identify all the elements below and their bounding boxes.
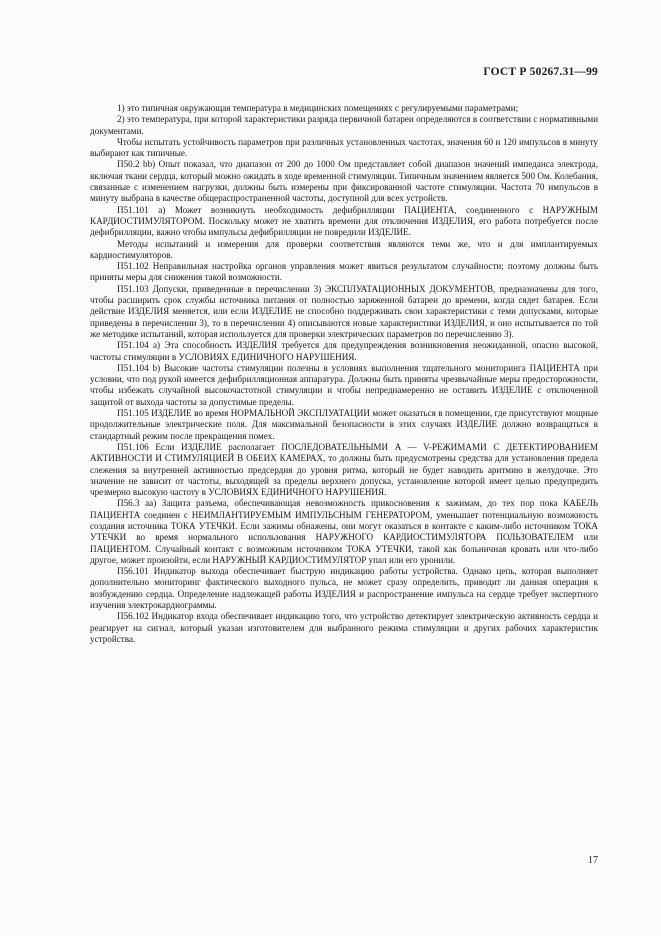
paragraph: 1) это типичная окружающая температура в медицинских помещениях с регулируемыми параметрами; bbox=[117, 103, 519, 113]
paragraph: П51.106 Если ИЗДЕЛИЕ располагает ПОСЛЕДОВАТЕЛЬНЫМИ A — V-РЕЖИМАМИ С ДЕТЕКТИРОВАНИЕМ АКТИВНОСТИ И СТИМУЛЯЦИЕЙ В ОБЕИХ КАМЕРАХ, то должны быть предусмотрены средства для установления предела слежения за внутренней активностью предсердия до уровня ритма, который не будет наводить аритмию в желудочке. Это значение не зависит от частоты, выходящей за пределы верхнего допуска, установление которой имеет целью предупредить чрезмерно высокую частоту в УСЛОВИЯХ ЕДИНИЧНОГО НАРУШЕНИЯ. bbox=[90, 441, 598, 498]
paragraph: П51.104 b) Высокие частоты стимуляции полезны в условиях выполнения тщательного мониторинга ПАЦИЕНТА при условии, что под рукой имеется дефибрилляционная аппаратура. Должны быть приняты чрезвычайные меры предосторожности, чтобы избежать случайной высокочастотной стимуляции и чтобы непреднамеренно не оставить ИЗДЕЛИЕ с отключенной защитой от выхода частоты за допустимые пределы. bbox=[90, 362, 598, 407]
page-number: 17 bbox=[588, 855, 598, 866]
paragraph: П50.2 bb) Опыт показал, что диапазон от 200 до 1000 Ом представляет собой диапазон значений импеданса электрода, включая ткани сердца, который можно ожидать в ходе временной стимуляции. Типичным значением является 500 Ом. Колебания, связанные с изменением нагрузки, должны быть измерены при фиксированной частоте стимуляции. Частота 70 импульсов в минуту выбрана в качестве общераспространенной частоты, доступной для всех устройств. bbox=[90, 159, 598, 204]
paragraph: 2) это температура, при которой характеристики разряда первичной батареи определяются в соответствии с нормативными документами. bbox=[90, 114, 598, 136]
paragraph: Методы испытаний и измерения для проверки соответствия являются теми же, что и для имплантируемых кардиостимуляторов. bbox=[90, 238, 598, 260]
document-number: ГОСТ Р 50267.31—99 bbox=[483, 66, 598, 78]
paragraph: П56.101 Индикатор выхода обеспечивает быструю индикацию работы устройства. Однако цепь, которая выполняет дополнительно мониторинг фактического выходного пульса, не может сразу определить, приводит ли данная операция к возбуждению сердца. Определение надлежащей работы ИЗДЕЛИЯ и распространение импульса на сердце требует экспертного изучения электрокардиограммы. bbox=[90, 566, 598, 611]
paragraph: П56.3 аа) Защита разъема, обеспечивающая невозможность прикосновения к зажимам, до тех пор пока КАБЕЛЬ ПАЦИЕНТА соединен с НЕИМЛАНТИРУЕМЫМ ИМПУЛЬСНЫМ ГЕНЕРАТОРОМ, уменьшает потенциальную возможность создания источника ТОКА УТЕЧКИ. Если зажимы обнажены, они могут оказаться в контакте с каким-либо источником ТОКА УТЕЧКИ во время нормального использования НАРУЖНОГО КАРДИОСТИМУЛЯТОРА ПОЛЬЗОВАТЕЛЕМ или ПАЦИЕНТОМ. Случайный контакт с возможным источником ТОКА УТЕЧКИ, такой как больничная кровать или что-либо другое, может произойти, если НАРУЖНЫЙ КАРДИОСТИМУЛЯТОР упал или его уронили. bbox=[90, 498, 598, 565]
document-body bbox=[90, 103, 598, 645]
paragraph: Чтобы испытать устойчивость параметров при различных установленных частотах, значения 60 и 120 импульсов в минуту выбирают как типичные. bbox=[90, 136, 598, 159]
paragraph: П51.102 Неправильная настройка органов управления может явиться результатом случайности; поэтому должны быть приняты меры для снижения такой возможности. bbox=[90, 261, 598, 283]
paragraph: П51.104 а) Эта способность ИЗДЕЛИЯ требуется для предупреждения возникновения неожиданной, опасно высокой, частоты стимуляции в УСЛОВИЯХ ЕДИНИЧНОГО НАРУШЕНИЯ. bbox=[90, 340, 598, 362]
paragraph: П51.105 ИЗДЕЛИЕ во время НОРМАЛЬНОЙ ЭКСПЛУАТАЦИИ может оказаться в помещении, где присутствуют мощные продолжительные электрические поля. Для максимальной безопасности в этих случаях ИЗДЕЛИЕ должно возвращаться в стандартный режим после прекращения помех. bbox=[90, 408, 598, 441]
paragraph: П56.102 Индикатор входа обеспечивает индикацию того, что устройство детектирует электрическую активность сердца и реагирует на сигнал, который указан изготовителем для выбранного режима стимуляции и других рабочих характеристик устройства. bbox=[90, 611, 598, 644]
paragraph: П51.101 а) Может возникнуть необходимость дефибрилляции ПАЦИЕНТА, соединенного с НАРУЖНЫМ КАРДИОСТИМУЛЯТОРОМ. Поскольку может не хватить времени для отключения ИЗДЕЛИЯ, его работа потребуется после дефибрилляции, важно чтобы импульсы дефибрилляции не повредили ИЗДЕЛИЕ. bbox=[90, 204, 598, 238]
paragraph: П51.103 Допуски, приведенные в перечислении 3) ЭКСПЛУАТАЦИОННЫХ ДОКУМЕНТОВ, предназначены для того, чтобы расширить срок службы источника питания от полностью заряженной батареи до времени, когда сядет батарея. Если действие ИЗДЕЛИЯ меняется, или если ИЗДЕЛИЕ не способно поддерживать свои характеристики с теми допусками, которые приведены в перечислении 3), то в перечислении 4) описываются новые характеристики ИЗДЕЛИЯ, и оно испытывается по той же методике испытаний, которая используется для проверки электрических параметров по перечислению 3). bbox=[90, 283, 598, 339]
